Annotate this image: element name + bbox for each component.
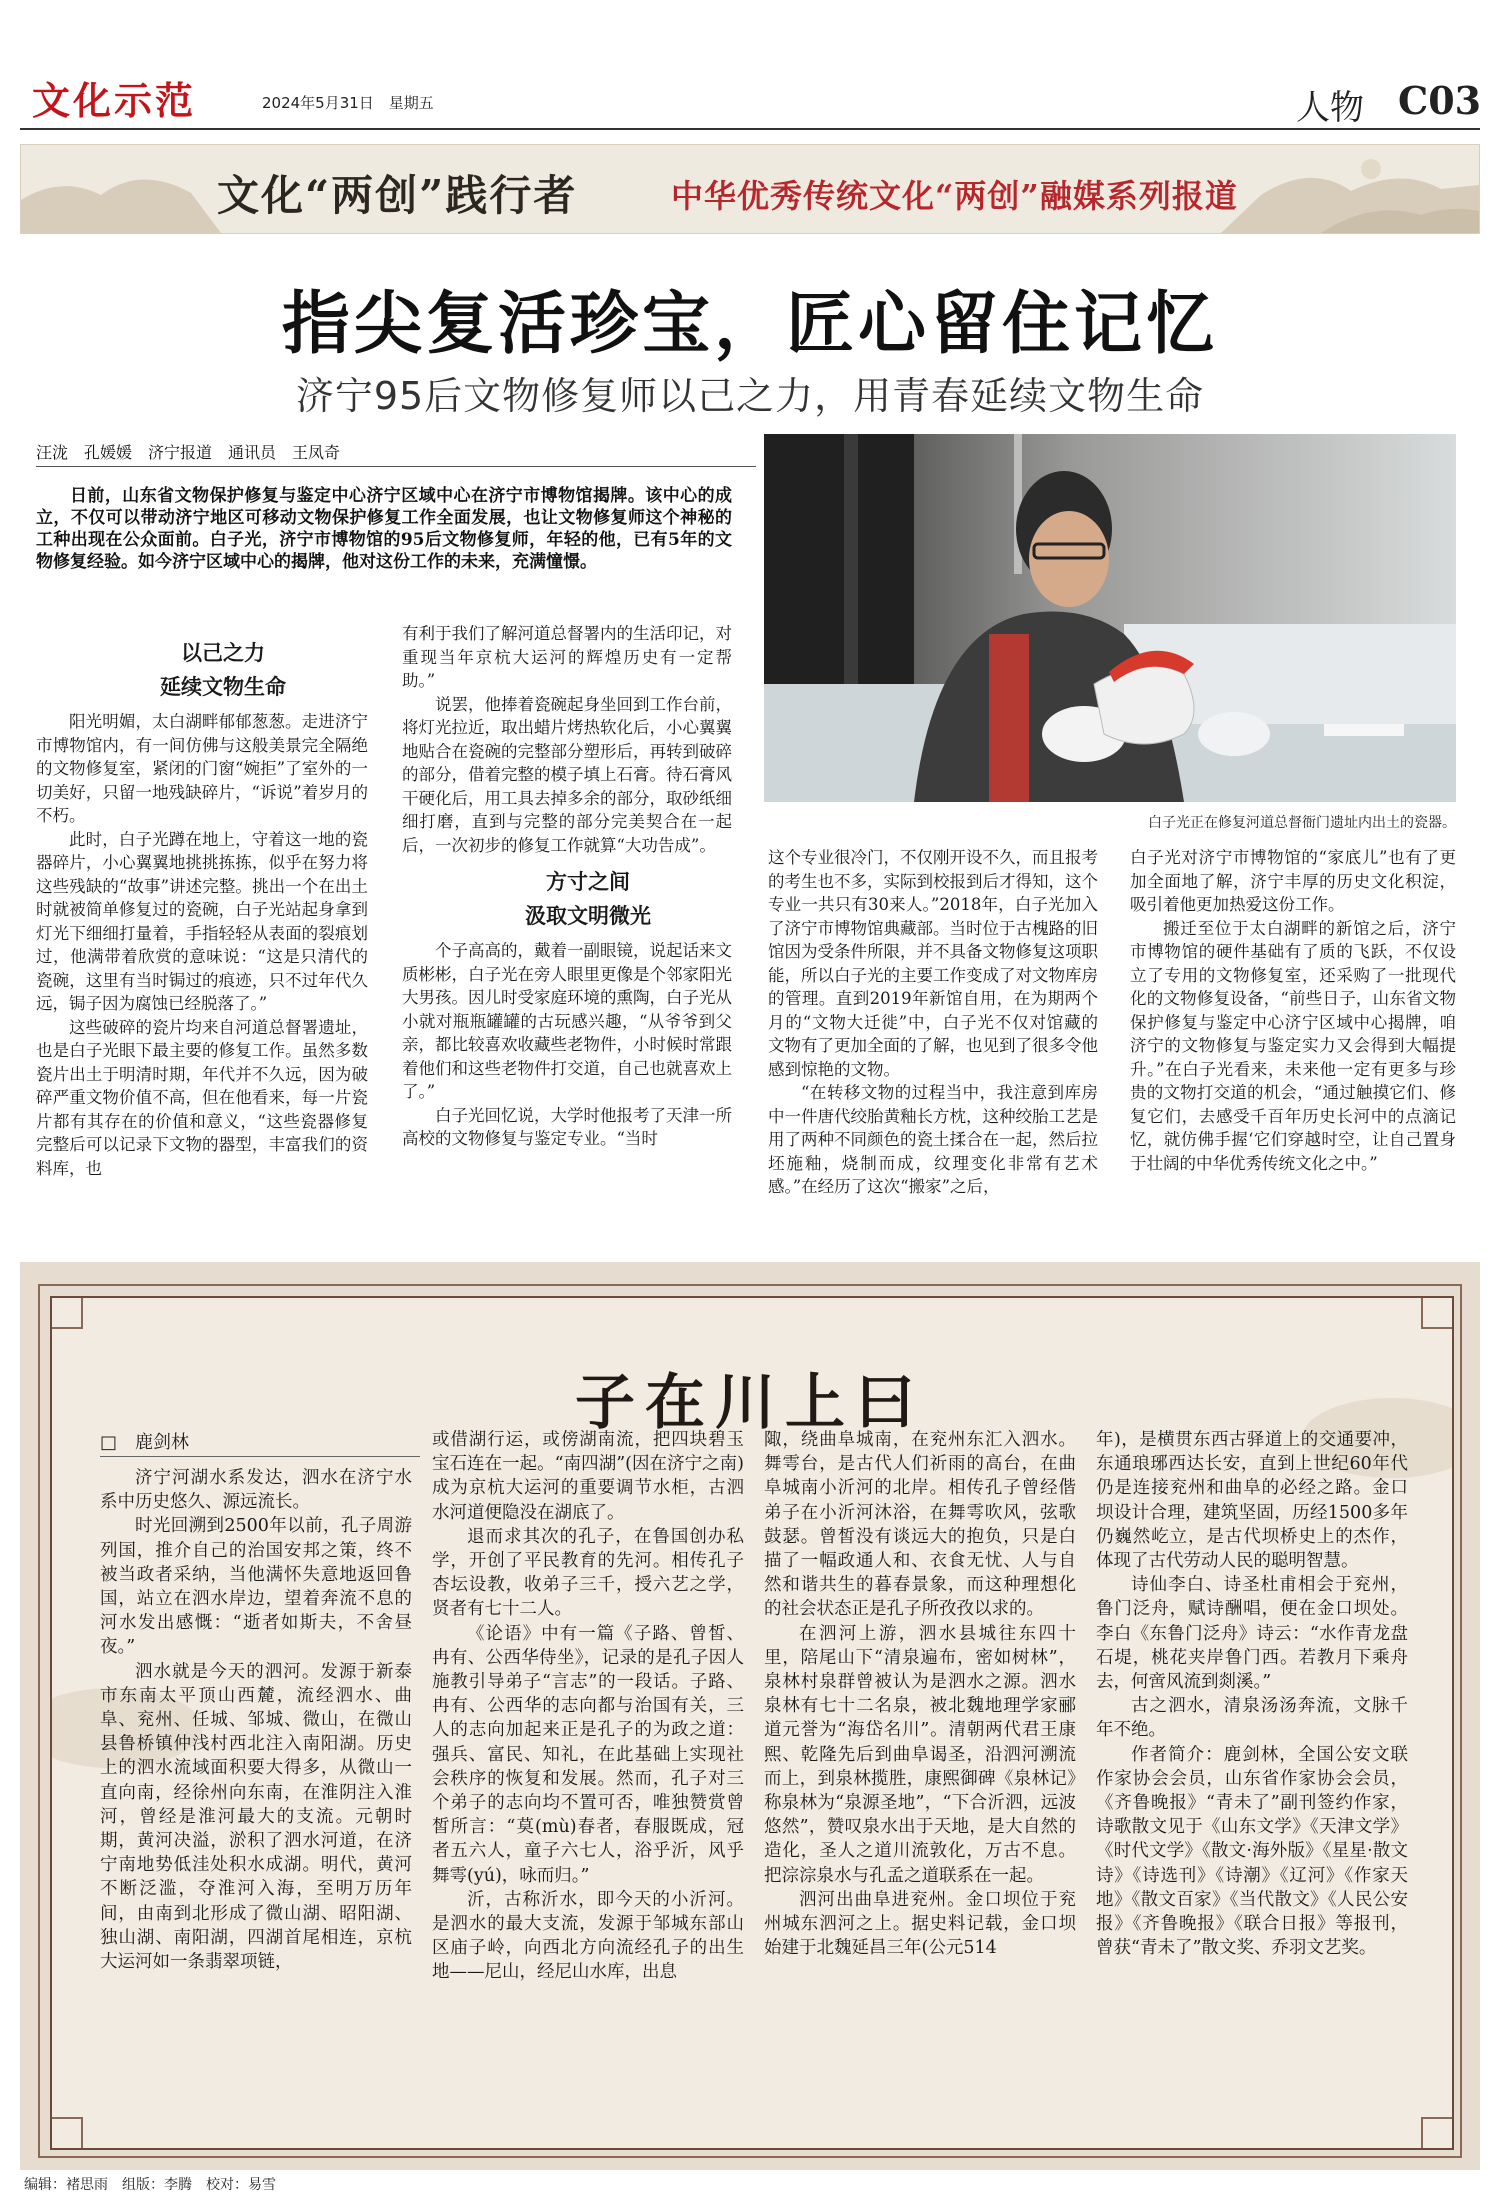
photo-caption: 白子光正在修复河道总督衙门遗址内出土的瓷器。	[1148, 815, 1456, 831]
page-number: C03	[1398, 78, 1482, 123]
paragraph: 这些破碎的瓷片均来自河道总督署遗址，也是白子光眼下最主要的修复工作。虽然多数瓷片出土于明清时期，年代并不久远，因为破碎严重文物价值不高，但在他看来，每一片瓷片都有其存在的价值和意义，“这些瓷器修复完整后可以记录下文物的器型，丰富我们的资料库，也	[36, 1017, 368, 1178]
masthead-logo: 文化示范	[32, 78, 197, 123]
paragraph: 泗水就是今天的泗河。发源于新泰市东南太平顶山西麓，流经泗水、曲阜、兖州、任城、邹城、微山，在微山县鲁桥镇仲浅村西北注入南阳湖。历史上的泗水流域面积要大得多，从微山一直向南，经徐州向东南，在淮阴注入淮河，曾经是淮河最大的支流。元朝时期，黄河决溢，淤积了泗水河道，在济宁南地势低洼处积水成湖。明代，黄河不断泛滥，夺淮河入海，至明万历年间，由南到北形成了微山湖、昭阳湖、独山湖、南阳湖，四湖首尾相连，京杭大运河如一条翡翠项链，	[100, 1661, 412, 1973]
article-lead: 日前，山东省文物保护修复与鉴定中心济宁区域中心在济宁市博物馆揭牌。该中心的成立，不仅可以带动济宁地区可移动文物保护修复工作全面发展，也让文物修复师这个神秘的工种出现在公众面前。白子光，济宁市博物馆的95后文物修复师，年轻的他，已有5年的文物修复经验。如今济宁区域中心的揭牌，他对这份工作的未来，充满憧憬。	[36, 486, 732, 572]
byline: 汪泷 孔媛媛 济宁报道 通讯员 王凤奇	[36, 443, 341, 462]
section-heading: 延续文物生命	[160, 674, 286, 699]
paragraph: 《论语》中有一篇《子路、曾皙、冉有、公西华侍坐》，记录的是孔子因人施教引导弟子“言志”的一段话。子路、冉有、公西华的志向都与治国有关，三人的志向加起来正是孔子的为政之道：强兵、富民、知礼，在此基础上实现社会秩序的恢复和发展。然而，孔子对三个弟子的志向均不置可否，唯独赞赏曾皙所言：“莫(mù)春者，春服既成，冠者五六人，童子六七人，浴乎沂，风乎舞雩(yú)，咏而归。”	[432, 1623, 744, 1886]
paragraph: 古之泗水，清泉汤汤奔流，文脉千年不绝。	[1096, 1696, 1408, 1741]
paragraph: 阳光明媚，太白湖畔郁郁葱葱。走进济宁市博物馆内，有一间仿佛与这般美景完全隔绝的文物修复室，紧闭的门窗“婉拒”了室外的一切美好，只留一地残缺碎片，“诉说”着岁月的不朽。	[36, 712, 368, 825]
byline-rule	[36, 466, 756, 467]
author-rule	[100, 1456, 420, 1457]
paragraph: 诗仙李白、诗圣杜甫相会于兖州，鲁门泛舟，赋诗酬唱，便在金口坝处。李白《东鲁门泛舟》诗云：“水作青龙盘石堤，桃花夹岸鲁门西。若教月下乘舟去，何啻风流到剡溪。”	[1096, 1575, 1408, 1693]
paragraph: 有利于我们了解河道总督署内的生活印记，对重现当年京杭大运河的辉煌历史有一定帮助。”	[402, 624, 732, 690]
paragraph: 个子高高的，戴着一副眼镜，说起话来文质彬彬，白子光在旁人眼里更像是个邻家阳光大男孩。因儿时受家庭环境的熏陶，白子光从小就对瓶瓶罐罐的古玩感兴趣，“从爷爷到父亲，都比较喜欢收藏些老物件，小时候时常跟着他们和这些老物件打交道，自己也就喜欢上了。”	[402, 941, 732, 1101]
paragraph: 说罢，他捧着瓷碗起身坐回到工作台前，将灯光拉近，取出蜡片烤热软化后，小心翼翼地贴合在瓷碗的完整部分塑形后，再转到破碎的部分，借着完整的模子填上石膏。待石膏风干硬化后，用工具去掉多余的部分，取砂纸细细打磨，直到与完整的部分完美契合在一起后，一次初步的修复工作就算“大功告成”。	[402, 694, 732, 855]
paragraph: 白子光回忆说，大学时他报考了天津一所高校的文物修复与鉴定专业。“当时	[402, 1105, 732, 1148]
article-column-1	[36, 636, 368, 1180]
paragraph: 陬，绕曲阜城南，在兖州东汇入泗水。舞雩台，是古代人们祈雨的高台，在曲阜城南小沂河的北岸。相传孔子曾经偕弟子在小沂河沐浴，在舞雩吹风，弦歌鼓瑟。曾皙没有谈远大的抱负，只是白描了一幅政通人和、衣食无忧、人与自然和谐共生的暮春景象，而这种理想化的社会状态正是孔子所孜孜以求的。	[764, 1430, 1076, 1620]
article-column-3	[768, 846, 1098, 1199]
section-heading: 方寸之间	[546, 869, 630, 894]
article-column-2	[402, 622, 732, 1151]
issue-date: 2024年5月31日 星期五	[262, 94, 434, 112]
paragraph: 时光回溯到2500年以前，孔子周游列国，推介自己的治国安邦之策，终不被当政者采纳，当他满怀失意地返回鲁国，站立在泗水岸边，望着奔流不息的河水发出感慨：“逝者如斯夫，不舍昼夜。”	[100, 1516, 412, 1658]
section-heading: 以己之力	[181, 640, 265, 665]
article-headline: 指尖复活珍宝，匠心留住记忆	[281, 284, 1218, 364]
paragraph: “在转移文物的过程当中，我注意到库房中一件唐代绞胎黄釉长方枕，这种绞胎工艺是用了两种不同颜色的瓷土揉合在一起，然后拉坯施釉，烧制而成，纹理变化非常有艺术感。”在经历了这次“搬家”之后，	[768, 1083, 1098, 1196]
essay-title: 子在川上曰	[575, 1368, 925, 1438]
article-subheadline: 济宁95后文物修复师以己之力，用青春延续文物生命	[295, 374, 1205, 418]
essay-column-1	[100, 1466, 412, 1974]
paragraph: 搬迁至位于太白湖畔的新馆之后，济宁市博物馆的硬件基础有了质的飞跃，不仅设立了专用的文物修复室，还采购了一批现代化的文物修复设备，“前些日子，山东省文物保护修复与鉴定中心济宁区域中心揭牌，咱济宁的文物修复与鉴定实力又会得到大幅提升。”在白子光看来，未来他一定有更多与珍贵的文物打交道的机会，“通过触摸它们、修复它们，去感受千百年历史长河中的点滴记忆，就仿佛手握‘它们穿越时空，让自己置身于壮阔的中华优秀传统文化之中。”	[1130, 918, 1456, 1173]
essay-column-4	[1096, 1428, 1408, 1960]
paragraph: 退而求其次的孔子，在鲁国创办私学，开创了平民教育的先河。相传孔子杏坛设教，收弟子三千，授六艺之学，贤者有七十二人。	[432, 1526, 744, 1620]
editor-credits: 编辑：褚思雨 组版：李腾 校对：易雪	[24, 2177, 276, 2193]
paragraph: 济宁河湖水系发达，泗水在济宁水系中历史悠久、源远流长。	[100, 1468, 412, 1513]
paragraph: 年)，是横贯东西古驿道上的交通要冲，东通琅琊西达长安，直到上世纪60年代仍是连接兖州和曲阜的必经之路。金口坝设计合理，建筑坚固，历经1500多年仍巍然屹立，是古代坝桥史上的杰作，体现了古代劳动人民的聪明智慧。	[1096, 1430, 1408, 1572]
banner-title: 文化“两创”践行者	[217, 171, 578, 220]
paragraph: 白子光对济宁市博物馆的“家底儿”也有了更加全面地了解，济宁丰厚的历史文化积淀，吸引着他更加热爱这份工作。	[1130, 848, 1456, 914]
restorer-at-work-photo-icon	[764, 434, 1456, 802]
section-heading: 汲取文明微光	[525, 903, 651, 928]
paragraph: 这个专业很冷门，不仅刚开设不久，而且报考的考生也不多，实际到校报到后才得知，这个专业一共只有30来人。”2018年，白子光加入了济宁市博物馆典藏部。当时位于古槐路的旧馆因为受条件所限，并不具备文物修复这项职能，所以白子光的主要工作变成了对文物库房的管理。直到2019年新馆自用，在为期两个月的“文物大迁徙”中，白子光不仅对馆藏的文物有了更加全面的了解，也见到了很多令他感到惊艳的文物。	[768, 848, 1098, 1079]
paragraph: 作者简介：鹿剑林，全国公安文联作家协会会员，山东省作家协会会员，《齐鲁晚报》“青未了”副刊签约作家，诗歌散文见于《山东文学》《天津文学》《时代文学》《散文·海外版》《星星·散文诗》《诗选刊》《诗潮》《辽河》《作家天地》《散文百家》《当代散文》《人民公安报》《齐鲁晚报》《联合日报》等报刊，曾获“青未了”散文奖、乔羽文艺奖。	[1096, 1744, 1408, 1959]
paragraph: 在泗河上游，泗水县城往东四十里，陪尾山下“清泉遍布，密如树林”，泉林村泉群曾被认为是泗水之源。泗水泉林有七十二名泉，被北魏地理学家郦道元誉为“海岱名川”。清朝两代君王康熙、乾隆先后到曲阜谒圣，沿泗河溯流而上，到泉林揽胜，康熙御碑《泉林记》称泉林为“泉源圣地”，“下合沂泗，远波悠然”，赞叹泉水出于天地，是大自然的造化，圣人之道川流敦化，万古不息。把淙淙泉水与孔孟之道联系在一起。	[764, 1623, 1076, 1886]
paragraph: 泗河出曲阜进兖州。金口坝位于兖州城东泗河之上。据史料记载，金口坝始建于北魏延昌三年(公元514	[764, 1889, 1076, 1959]
banner-subtitle: 中华优秀传统文化“两创”融媒系列报道	[671, 177, 1238, 215]
essay-column-2	[432, 1428, 744, 1985]
essay-column-3	[764, 1428, 1076, 1960]
paragraph: 沂，古称沂水，即今天的小沂河。是泗水的最大支流，发源于邹城东部山区庙子岭，向西北方向流经孔子的出生地——尼山，经尼山水库，出息	[432, 1889, 744, 1983]
series-banner	[20, 144, 1480, 234]
article-photo	[764, 434, 1456, 802]
section-name: 人物	[1296, 88, 1364, 128]
paragraph: 此时，白子光蹲在地上，守着这一地的瓷器碎片，小心翼翼地挑挑拣拣，似乎在努力将这些残缺的“故事”讲述完整。挑出一个在出土时就被简单修复过的瓷碗，白子光站起身拿到灯光下细细打量着，手指轻轻从表面的裂痕划过，他满带着欣赏的意味说：“这是只清代的瓷碗，这里有当时锔过的痕迹，只不过年代久远，锔子因为腐蚀已经脱落了。”	[36, 829, 368, 1013]
header-rule	[20, 128, 1480, 130]
paragraph: 或借湖行运，或傍湖南流，把四块碧玉宝石连在一起。“南四湖”(因在济宁之南)成为京杭大运河的重要调节水柜，古泗水河道便隐没在湖底了。	[432, 1430, 744, 1523]
essay-author: □ 鹿剑林	[100, 1432, 190, 1453]
article-column-4	[1130, 846, 1456, 1175]
